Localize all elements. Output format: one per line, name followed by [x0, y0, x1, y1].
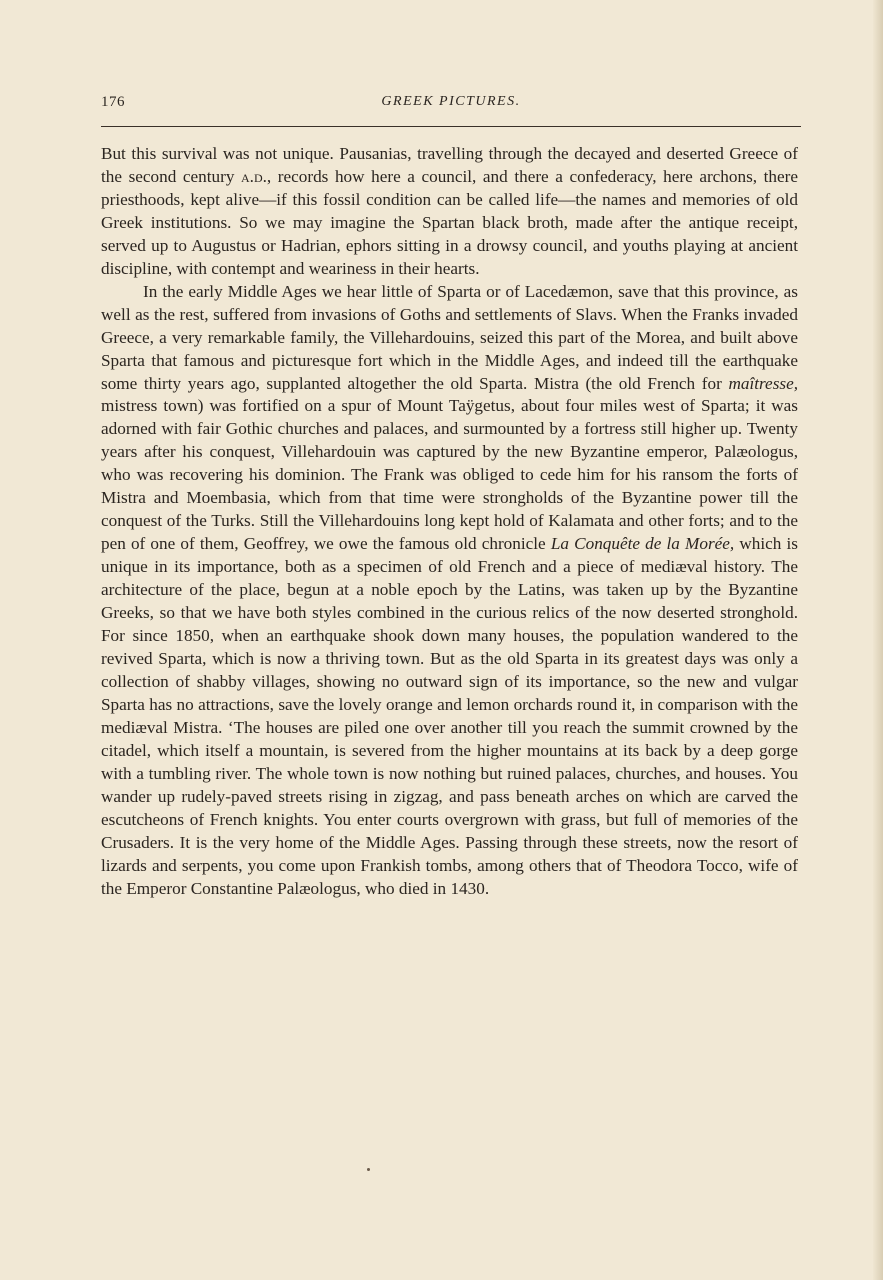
paragraph-2-text-a: In the early Middle Ages we hear little of Sparta or of Lacedæmon, save that this province, as well as the rest, suffered from invasions of Goths and settlements of Slavs. When the Franks invaded Greece, a very remarkable family, the Villehardouins, seized this part of the Morea, and built above Sparta that famous and picturesque fort which in the Middle Ages, and indeed till the earthquake some thirty years ago, supplanted altogether the old Sparta. Mistra (the old French for: [101, 281, 798, 393]
paragraph-1-text-b: , records how here a council, and there a confederacy, here archons, there priesthoods, kept alive—if this fossil condition can be called life—the names and memories of old Greek institutions. So we may imagine the Spartan black broth, made after the antique receipt, served up to Augustus or Hadrian, ephors sitting in a drowsy council, and youths playing at ancient discipline, with contempt and weariness in their hearts.: [101, 166, 798, 278]
paragraph-2-text-c: which is unique in its importance, both as a specimen of old French and a piece of mediæval history. The architecture of the place, begun at a noble epoch by the Latins, was taken up by the Byzantine Greeks, so that we have both styles combined in the curious relics of the now deserted stronghold. For since 1850, when an earthquake shook down many houses, the population wandered to the revived Sparta, which is now a thriving town. But as the old Sparta in its greatest days was only a collection of shabby villages, showing no outward sign of its importance, so the new and vulgar Sparta has no attractions, save the lovely orange and lemon orchards round it, in comparison with the mediæval Mistra. ‘The houses are piled one over another till you reach the summit crowned by the citadel, which itself a mountain, is severed from the higher mountains at its back by a deep gorge with a tumbling river. The whole town is now nothing but ruined palaces, churches, and houses. You wander up rudely-paved streets rising in zigzag, and pass beneath arches on which are carved the escutcheons of French knights. You enter courts overgrown with grass, but full of memories of the Crusaders. It is the very home of the Middle Ages. Passing through these streets, now the resort of lizards and serpents, you come upon Frankish tombs, among others that of Theodora Tocco, wife of the Emperor Constantine Palæologus, who died in 1430.: [101, 534, 798, 898]
italic-maitresse: maîtresse,: [728, 373, 798, 393]
paragraph-1-text-a: But this survival was not unique. Pausanias, travelling through the decayed and deserted Greece of the second century: [101, 144, 798, 186]
paragraph-2-text-b: mistress town) was fortified on a spur of Mount Taÿgetus, about four miles west of Sparta; it was adorned with fair Gothic churches and palaces, and surmounted by a fortress still higher up. Twenty years after his conquest, Villehardouin was captured by the new Byzantine emperor, Palæologus, who was recovering his dominion. The Frank was obliged to cede him for his ransom the forts of Mistra and Moembasia, which from that time were strongholds of the Byzantine power till the conquest of the Turks. Still the Villehardouins long kept hold of Kalamata and other forts; and to the pen of one of them, Geoffrey, we owe the famous old chronicle: [101, 396, 798, 554]
ink-speck: [367, 1168, 370, 1171]
paragraph-2: [101, 281, 798, 901]
paragraph-1: [101, 143, 798, 281]
era-abbreviation: a.d.: [240, 166, 267, 186]
italic-chronicle-title: La Conquête de la Morée,: [550, 534, 735, 554]
page-number: 176: [101, 94, 125, 110]
running-title: GREEK PICTURES.: [381, 94, 521, 109]
page-header: [101, 94, 801, 118]
body-text: [101, 143, 798, 900]
header-rule: [101, 126, 801, 127]
